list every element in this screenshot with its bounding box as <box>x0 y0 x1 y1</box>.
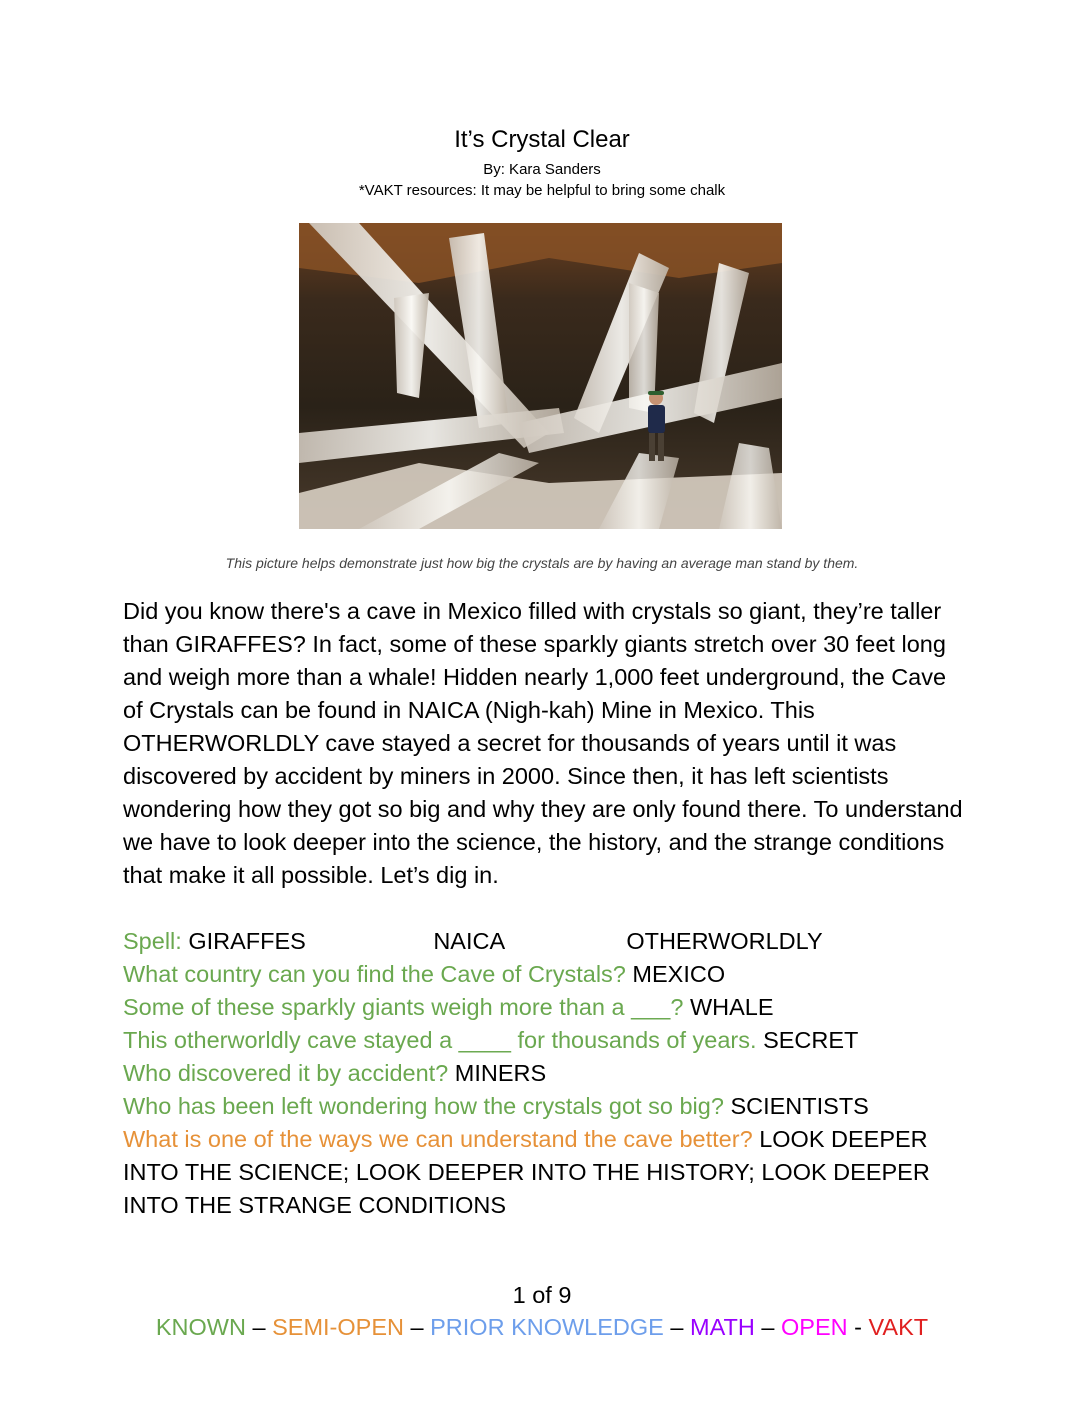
legend-vakt: VAKT <box>868 1314 929 1340</box>
answer-text: LOOK DEEPER INTO THE SCIENCE; LOOK DEEPER INTO THE HISTORY; LOOK DEEPER INTO THE STRANGE CONDITIONS <box>123 1126 930 1218</box>
legend-prior-knowledge: PRIOR KNOWLEDGE <box>430 1314 664 1340</box>
spell-word: GIRAFFES <box>188 928 306 954</box>
question-type-legend <box>0 1314 1084 1341</box>
legend-known: KNOWN <box>155 1314 246 1340</box>
question-line <box>123 958 968 991</box>
page-number: 1 of 9 <box>512 1282 572 1308</box>
question-text: This otherworldly cave stayed a ____ for thousands of years. <box>123 1027 757 1053</box>
legend-separator: – <box>410 1314 424 1340</box>
question-section <box>123 925 968 1222</box>
author-byline: By: Kara Sanders <box>483 161 601 178</box>
photo-caption: This picture helps demonstrate just how big the crystals are by having an average man stand by them. <box>225 555 859 571</box>
vakt-resources-note: *VAKT resources: It may be helpful to bring some chalk <box>358 182 726 199</box>
legend-separator: – <box>252 1314 266 1340</box>
legend-semi-open: SEMI-OPEN <box>272 1314 404 1340</box>
answer-text: MEXICO <box>632 961 726 987</box>
question-text: What is one of the ways we can understand the cave better? <box>123 1126 753 1152</box>
document-title: It’s Crystal Clear <box>454 126 630 153</box>
legend-open: OPEN <box>780 1314 848 1340</box>
question-text: Some of these sparkly giants weigh more than a ___? <box>123 994 684 1020</box>
legend-separator: – <box>670 1314 684 1340</box>
question-text: What country can you find the Cave of Crystals? <box>123 961 626 987</box>
legend-math: MATH <box>690 1314 755 1340</box>
crystal-cave-photo <box>299 223 782 529</box>
spell-word: NAICA <box>433 928 506 954</box>
spell-line <box>123 925 968 958</box>
answer-text: SECRET <box>763 1027 859 1053</box>
legend-separator: - <box>854 1314 862 1340</box>
legend-separator: – <box>761 1314 775 1340</box>
answer-text: MINERS <box>454 1060 547 1086</box>
reading-passage: Did you know there's a cave in Mexico filled with crystals so giant, they’re taller than GIRAFFES? In fact, some of these sparkly giants stretch over 30 feet long and weigh more than a whale! Hidden nearly 1,000 feet underground, the Cave of Crystals can be found in NAICA (Nigh-kah) Mine in Mexico. This OTHERWORLDLY cave stayed a secret for thousands of years until it was discovered by accident by miners in 2000. Since then, it has left scientists wondering how they got so big and why they are only found there. To understand we have to look deeper into the science, the history, and the strange conditions that make it all possible. Let’s dig in. <box>123 598 963 888</box>
question-line <box>123 1057 968 1090</box>
answer-text: SCIENTISTS <box>730 1093 869 1119</box>
question-line <box>123 1090 968 1123</box>
question-line <box>123 991 968 1024</box>
question-line <box>123 1024 968 1057</box>
question-text: Who discovered it by accident? <box>123 1060 449 1086</box>
spell-label: Spell: <box>123 928 182 954</box>
question-text: Who has been left wondering how the crystals got so big? <box>123 1093 724 1119</box>
question-line <box>123 1123 968 1222</box>
spell-word: OTHERWORLDLY <box>626 928 823 954</box>
answer-text: WHALE <box>689 994 774 1020</box>
